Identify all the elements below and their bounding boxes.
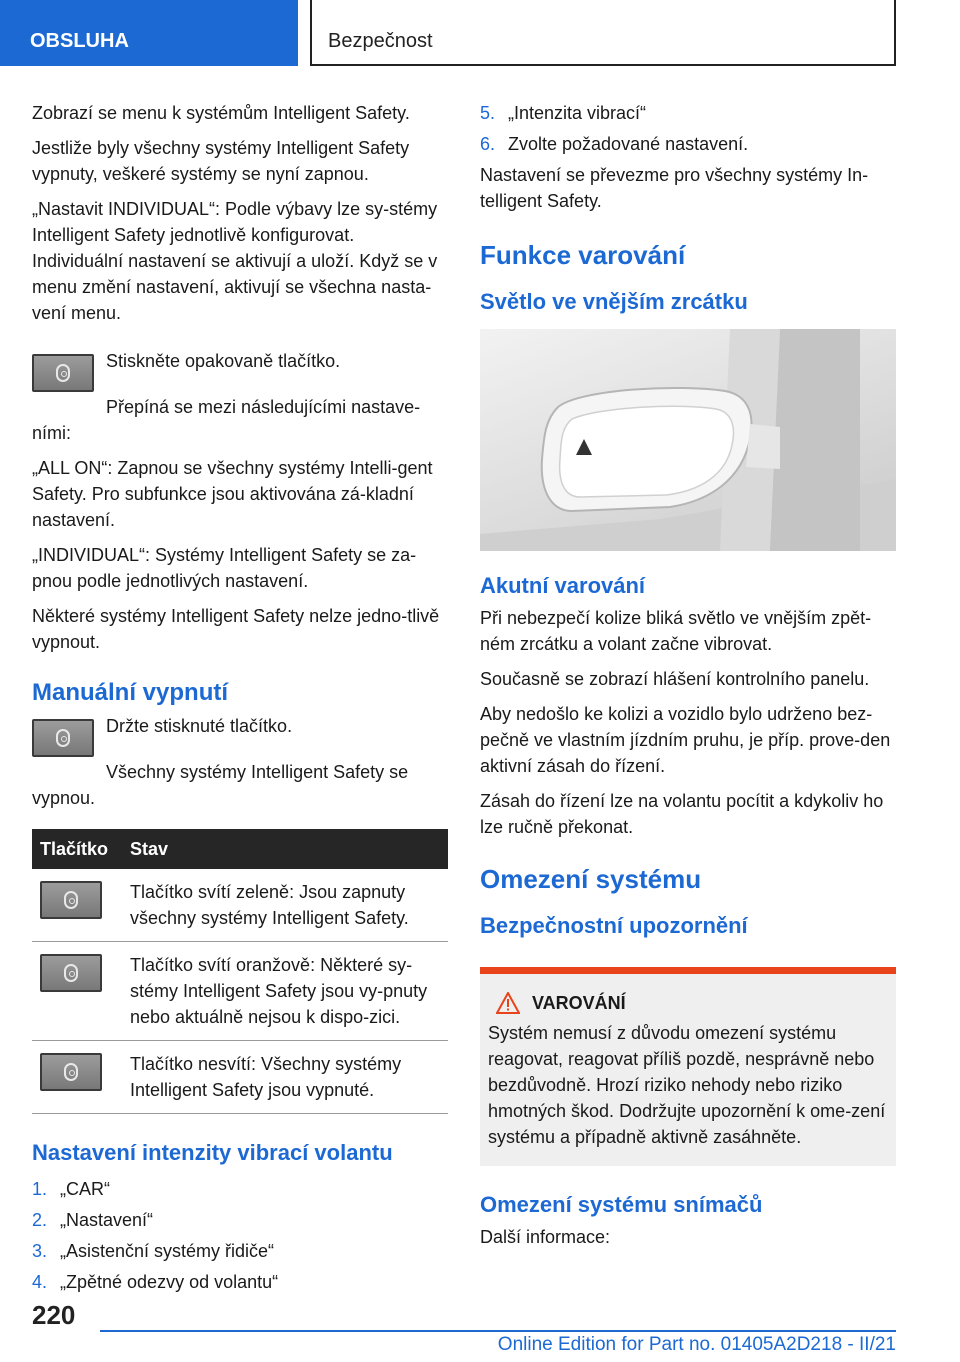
paragraph: „ALL ON“: Zapnou se všechny systémy Intelli-gent Safety. Pro subfunkce jsou aktivována zá-kladní nastavení. xyxy=(32,458,433,530)
heading-system-limits: Omezení systému xyxy=(480,864,702,894)
edition-note: Online Edition for Part no. 01405A2D218 - II/21 xyxy=(497,1334,896,1355)
warning-triangle-icon xyxy=(496,992,520,1014)
warning-label: VAROVÁNÍ xyxy=(532,992,626,1013)
table-cell: Tlačítko nesvítí: Všechny systémy Intelligent Safety jsou vypnuté. xyxy=(122,1041,448,1114)
mirror-illustration xyxy=(480,329,896,551)
heading-safety-notes: Bezpečnostní upozornění xyxy=(480,913,748,938)
page-number: 220 xyxy=(32,1300,76,1330)
button-instruction xyxy=(32,348,448,394)
heading-vibration: Nastavení intenzity vibrací volantu xyxy=(32,1140,393,1165)
instruction-text: Stiskněte opakovaně tlačítko. xyxy=(106,351,341,371)
list-item: 1. „CAR“ xyxy=(32,1179,110,1199)
footer-divider xyxy=(100,1330,896,1332)
paragraph: Zobrazí se menu k systémům Intelligent Safety. xyxy=(32,103,410,123)
status-table xyxy=(32,829,448,1114)
section-title: OBSLUHA xyxy=(0,0,298,66)
heading-mirror-light: Světlo ve vnějším zrcátku xyxy=(480,289,748,314)
left-column xyxy=(32,100,448,1300)
right-column xyxy=(480,100,896,1259)
list-item: 3. „Asistenční systémy řidiče“ xyxy=(32,1241,275,1261)
paragraph: Při nebezpečí kolize bliká světlo ve vnějším zpět-ném zrcátku a volant začne vibrovat. xyxy=(480,608,872,654)
button-instruction xyxy=(32,713,448,759)
heading-manual-off: Manuální vypnutí xyxy=(32,679,229,706)
list-item: 6. Zvolte požadované nastavení. xyxy=(480,134,749,154)
paragraph: Současně se zobrazí hlášení kontrolního panelu. xyxy=(480,669,870,689)
table-header-button: Tlačítko xyxy=(32,829,122,869)
list-item: 2. „Nastavení“ xyxy=(32,1210,154,1230)
table-row xyxy=(32,1041,448,1114)
instruction-text: Držte stisknuté tlačítko. xyxy=(106,716,293,736)
paragraph: Další informace: xyxy=(480,1227,611,1247)
table-header-state: Stav xyxy=(122,829,448,869)
paragraph: „Nastavit INDIVIDUAL“: Podle výbavy lze sy-stémy Intelligent Safety jednotlivě konfigurovat. Individuální nastavení se aktivují a uloží. Když se v menu změní nastavení, aktivují se všechna nasta-vení menu. xyxy=(32,199,438,323)
heading-warning-functions: Funkce varování xyxy=(480,240,686,270)
warning-title xyxy=(496,992,888,1014)
paragraph: „INDIVIDUAL“: Systémy Intelligent Safety se za-pnou podle jednotlivých nastavení. xyxy=(32,545,417,591)
heading-sensor-limits: Omezení systému snímačů xyxy=(480,1192,763,1217)
heading-acute-warning: Akutní varování xyxy=(480,573,646,598)
paragraph: Jestliže byly všechny systémy Intelligent Safety vypnuty, veškeré systémy se nyní zapnou. xyxy=(32,138,410,184)
intelligent-safety-button-icon xyxy=(32,354,94,392)
warning-box xyxy=(480,967,896,1166)
paragraph: Aby nedošlo ke kolizi a vozidlo bylo udrženo bez-pečně ve vlastním jízdním pruhu, je příp. prove-den aktivní zásah do řízení. xyxy=(480,704,891,776)
chapter-title: Bezpečnost xyxy=(310,0,896,66)
table-cell: Tlačítko svítí oranžově: Některé sy-stémy Intelligent Safety jsou vy-pnuty nebo aktuálně nejsou k dispo-zici. xyxy=(122,942,448,1041)
list-item: 4. „Zpětné odezvy od volantu“ xyxy=(32,1272,279,1292)
intelligent-safety-button-icon xyxy=(40,1053,102,1091)
paragraph: Některé systémy Intelligent Safety nelze jedno-tlivě vypnout. xyxy=(32,606,440,652)
step-list xyxy=(480,100,896,157)
paragraph: Přepíná se mezi následujícími nastave-ními: xyxy=(32,397,421,443)
paragraph: Nastavení se převezme pro všechny systémy In-telligent Safety. xyxy=(480,165,869,211)
table-row xyxy=(32,869,448,942)
page-header xyxy=(0,0,960,66)
table-row xyxy=(32,942,448,1041)
paragraph: Všechny systémy Intelligent Safety se vypnou. xyxy=(32,762,409,808)
intelligent-safety-button-icon xyxy=(40,881,102,919)
warning-text: Systém nemusí z důvodu omezení systému reagovat, reagovat příliš pozdě, nesprávně nebo bezdůvodně. Hrozí riziko nehody nebo riziko hmotných škod. Dodržujte upozornění k ome-zení systému a případně aktivně zasáhněte. xyxy=(488,1023,886,1147)
list-item: 5. „Intenzita vibrací“ xyxy=(480,103,647,123)
table-cell: Tlačítko svítí zeleně: Jsou zapnuty všechny systémy Intelligent Safety. xyxy=(122,869,448,942)
intelligent-safety-button-icon xyxy=(32,719,94,757)
intelligent-safety-button-icon xyxy=(40,954,102,992)
step-list xyxy=(32,1176,448,1295)
paragraph: Zásah do řízení lze na volantu pocítit a kdykoliv ho lze ručně překonat. xyxy=(480,791,884,837)
